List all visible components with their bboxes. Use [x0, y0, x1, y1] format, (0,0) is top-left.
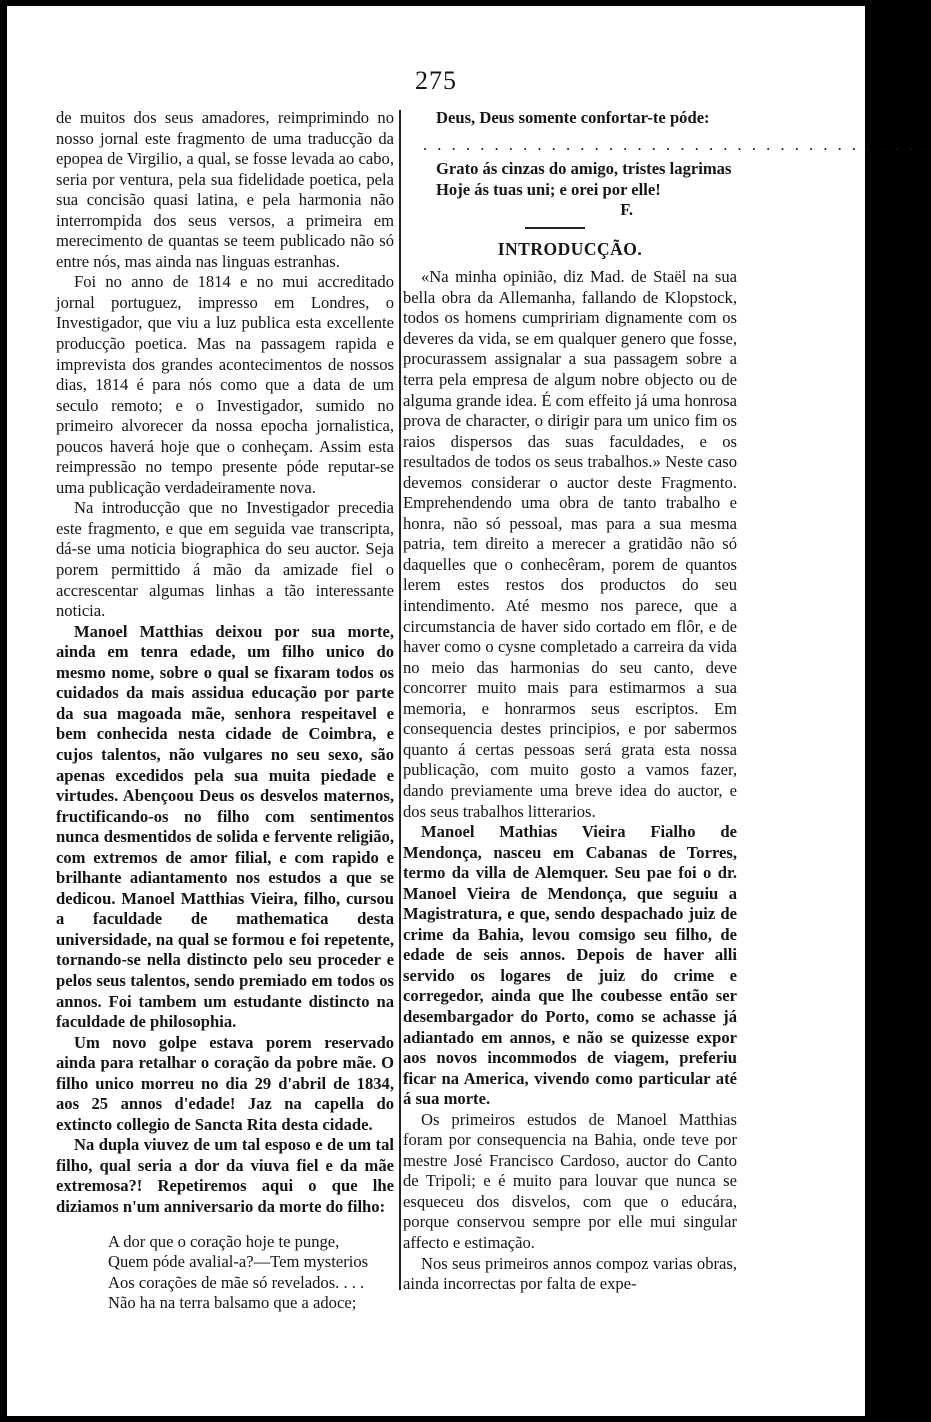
left-column — [56, 108, 394, 1314]
verse-line: Quem póde avalial-a?—Tem mysterios — [108, 1252, 369, 1272]
right-paragraph-2: Manoel Mathias Vieira Fialho de Mendonça, nasceu em Cabanas de Torres, termo da villa de Alemquer. Seu pae foi o dr. Manoel Vieira de Mendonça, que seguiu a Magistratura, e que, sendo despachado juiz de crime da Bahia, levou comsigo seu filho, de edade de seis annos. Depois de haver alli servido os logares de juiz do crime e corregedor, ainda que lhe coubesse então ser desembargador do Porto, como se achasse já adiantado em annos, e não se quizesse expor aos novos incommodos de viagem, preferiu ficar na America, vivendo como particular até á sua morte. — [403, 822, 737, 1109]
section-heading: INTRODUCÇÃO. — [497, 238, 643, 259]
verse-line: A dor que o coração hoje te punge, — [108, 1231, 340, 1251]
verse-line: Deus, Deus somente confortar-te póde: — [436, 108, 710, 127]
left-paragraph-5: Um novo golpe estava porem reservado ainda para retalhar o coração da pobre mãe. O filho unico morreu no dia 29 d'abril de 1834, aos 25 annos d'edade! Jaz na capella do extincto collegio de Sancta Rita desta cidade. — [56, 1032, 394, 1134]
left-paragraph-6: Na dupla viuvez de um tal esposo e de um tal filho, qual seria a dor da viuva fiel e da mãe extremosa?! Repetiremos aqui o que lhe diziamos n'um anniversario da morte do filho: — [56, 1135, 394, 1216]
left-paragraph-4: Manoel Matthias deixou por sua morte, ainda em tenra edade, um filho unico do mesmo nome, sobre o qual se fixaram todos os cuidados da mais assidua educação por parte da sua magoada mãe, senhora respeitavel e bem conhecida nesta cidade de Coimbra, e cujos talentos, não vulgares no seu sexo, são apenas excedidos pela sua muita piedade e virtudes. Abençoou Deus os desvelos maternos, fructificando-os no filho com sentimentos nunca desmentidos de solida e fervente religião, com extremos de amor filial, e com rapido e brilhante adiantamento nos estudos a que se dedicou. Manoel Matthias Vieira, filho, cursou a faculdade de mathematica desta universidade, na qual se formou e foi repetente, tornando-se nella distincto pelo seu proceder e pelos seus talentos, sendo premiado em todos os annos. Foi tambem um estudante distincto na faculdade de philosophia. — [56, 621, 394, 1032]
verse-line: Aos corações de mãe só revelados. . . . — [108, 1272, 365, 1292]
right-paragraph-1: «Na minha opinião, diz Mad. de Staël na sua bella obra da Allemanha, fallando de Klopstock, todos os homens cumpririam dignamente com os deveres da vida, se em qualquer genero que fosse, procurassem assignalar a sua passagem sobre a terra pela empresa de algum nobre objecto ou de alguma grande idea. É com effeito já uma honrosa prova de character, o dirigir para um unico fim os raios dispersos das suas faculdades, e os resultados de todos os seus trabalhos.» Neste caso devemos considerar o auctor deste Fragmento. Emprehendendo uma obra de tanto trabalho e honra, não só pessoal, mas para a sua mesma patria, tem direito a merecer a gratidão não só daquelles que o conhecêram, porem de quantos lerem estes restos dos productos do seu intendimento. Até mesmo nos parece, que a circumstancia de haver sido cortado em flôr, e de haver como o cysne completado a carreira da vida no meio das harmonias do seu canto, deve concorrer muito mais para estimarmos a sua memoria, e honrarmos seus escriptos. Em consequencia destes principios, e por sabermos quanto á certas pessoas será grata esta nossa publicação, com muito gosto a vamos fazer, dando previamente uma breve idea do auctor, e dos seus trabalhos litterarios. — [403, 267, 737, 821]
left-paragraph-1: de muitos dos seus amadores, reimprimindo no nosso jornal este fragmento de uma traducção da epopea de Virgilio, a qual, se fosse levada ao cabo, seria por ventura, pela sua fidelidade poetica, pela sua concisão quasi latina, e pela harmonia não interrompida dos seus versos, a primeira em merecimento de quantas se teem publicado não só entre nós, mas ainda nas linguas estranhas. — [56, 108, 394, 271]
ellipsis-line: . . . . . . . . . . . . . . . . . . . . . . . . . . . . . . . . . . . . — [423, 134, 931, 154]
page-number: 275 — [415, 66, 457, 95]
right-verse-bottom — [403, 159, 737, 200]
section-rule — [525, 227, 585, 229]
right-paragraph-4: Nos seus primeiros annos compoz varias obras, ainda incorrectas por falta de expe- — [403, 1253, 737, 1294]
left-paragraph-2: Foi no anno de 1814 e no mui accreditado jornal portuguez, impresso em Londres, o Investigador, que viu a luz publica esta excellente producção poetica. Mas na passagem rapida e imprevista dos grandes acontecimentos de nossos dias, 1814 é para nós como que a data de um seculo remoto; e o Investigador, sumido no primeiro alvorecer da nossa epocha jornalistica, poucos haverá hoje que o conheçam. Assim esta reimpressão no tempo presente póde reputar-se uma publicação verdadeiramente nova. — [56, 272, 394, 497]
left-paragraph-3: Na introducção que no Investigador precedia este fragmento, e que em seguida vae transcripta, dá-se uma noticia biographica do seu auctor. Seja porem permittido á mão da amizade fiel o accrescentar algumas linhas a tão interessante noticia. — [56, 498, 394, 621]
left-verse — [56, 1232, 394, 1314]
right-column — [403, 108, 931, 1295]
verse-line: Hoje ás tuas uni; e orei por elle! — [436, 179, 661, 199]
page-sheet — [7, 6, 931, 1416]
right-verse-top — [403, 108, 737, 129]
verse-line: Não ha na terra balsamo que a adoce; — [108, 1293, 357, 1313]
verse-line: Grato ás cinzas do amigo, tristes lagrimas — [436, 159, 732, 179]
column-divider — [399, 110, 401, 1290]
signature: F. — [620, 200, 633, 220]
right-paragraph-3: Os primeiros estudos de Manoel Matthias foram por consequencia na Bahia, onde teve por mestre José Francisco Cardoso, auctor do Canto de Tripoli; e é muito para louvar que nunca se esqueceu dos disvelos, com que o educára, porque conservou sempre por elle mui singular affecto e estimação. — [403, 1109, 737, 1252]
